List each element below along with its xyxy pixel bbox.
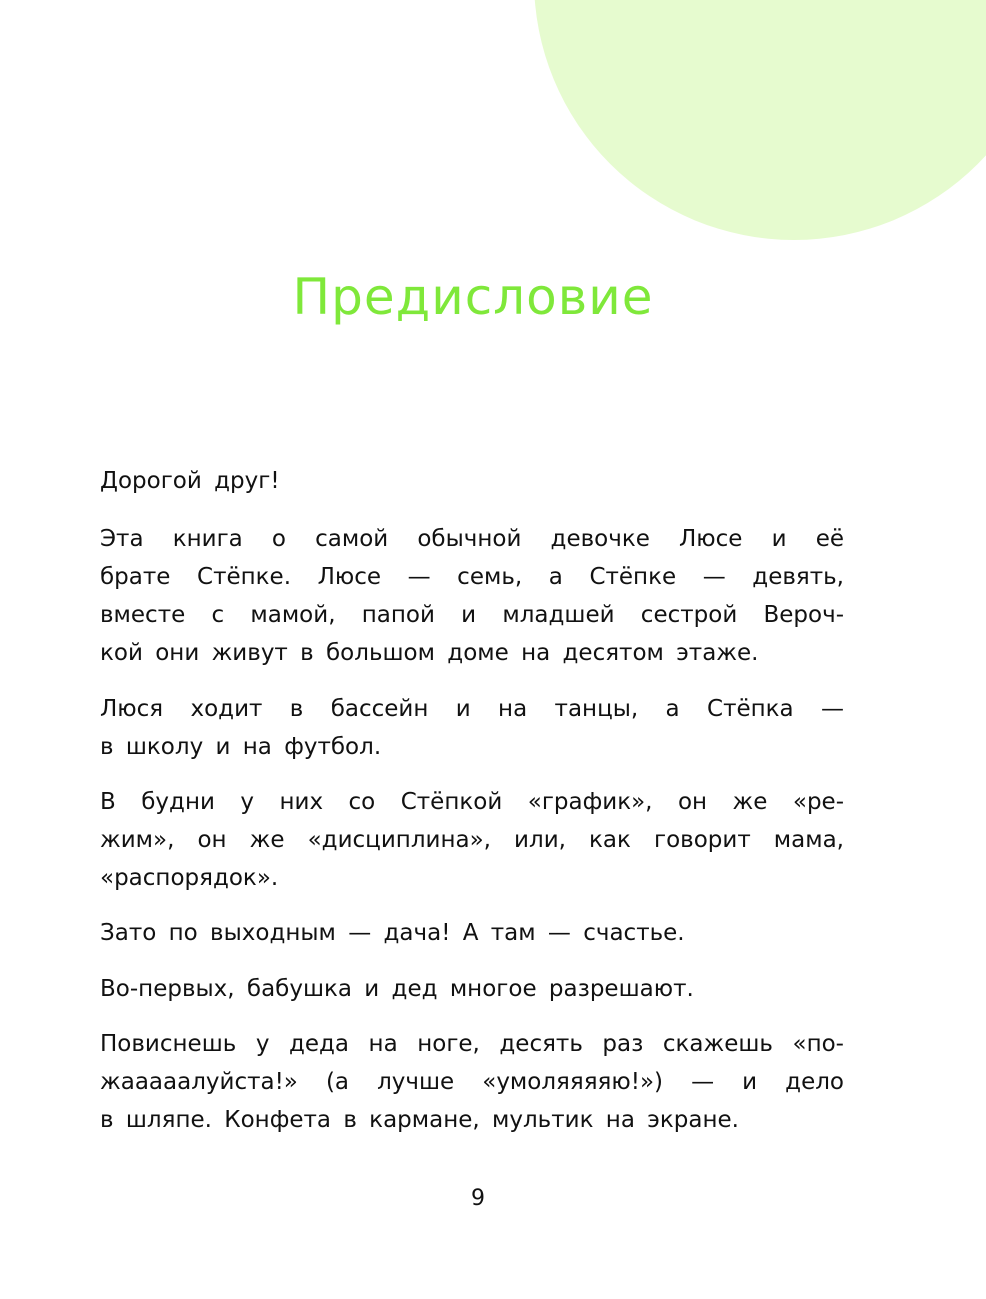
paragraph-intro [100,520,844,672]
text-line: В будни у них со Стёпкой «график», он же «ре- [100,789,844,815]
text-line: вместе с мамой, папой и младшей сестрой Вероч- [100,602,844,628]
page-number: 9 [471,1186,485,1211]
paragraph-grandparents [100,970,844,1008]
text-line: «распорядок». [100,865,279,891]
text-line: Эта книга о самой обычной девочке Люсе и её [100,526,844,552]
paragraph-begging [100,1025,844,1139]
text-line: Повиснешь у деда на ноге, десять раз скажешь «по- [100,1031,844,1057]
text-line: в шляпе. Конфета в кармане, мультик на экране. [100,1107,739,1133]
decorative-circle [534,0,986,240]
paragraph-weekend [100,914,844,952]
text-line: Дорогой друг! [100,468,280,494]
text-line: в школу и на футбол. [100,734,382,760]
text-line: кой они живут в большом доме на десятом этаже. [100,640,759,666]
page-title: Предисловие [292,268,654,326]
paragraph-schedule [100,783,844,897]
text-line: жааааалуйста!» (а лучше «умоляяяяю!») — и дело [100,1069,844,1095]
paragraph-activities [100,690,844,766]
text-line: Во-первых, бабушка и дед многое разрешают. [100,976,694,1002]
text-line: Зато по выходным — дача! А там — счастье. [100,920,685,946]
text-line: Люся ходит в бассейн и на танцы, а Стёпка — [100,696,844,722]
text-line: жим», он же «дисциплина», или, как говорит мама, [100,827,844,853]
text-line: брате Стёпке. Люсе — семь, а Стёпке — девять, [100,564,844,590]
paragraph-greeting [100,462,844,500]
